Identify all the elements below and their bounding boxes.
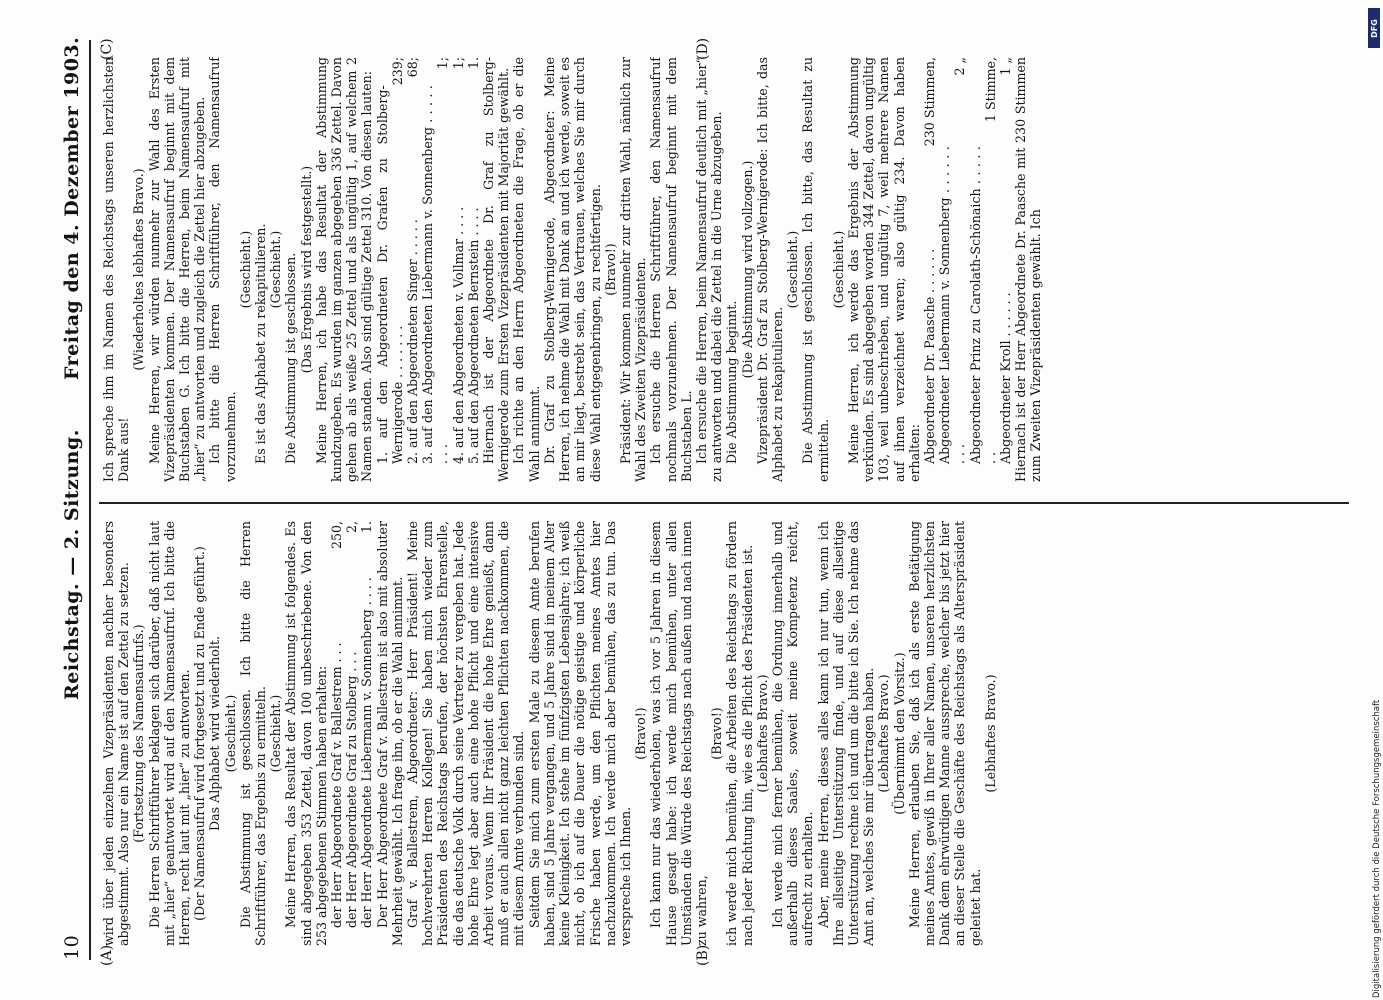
tally-row — [420, 57, 450, 482]
tally-name: 1. auf den Abgeordneten Dr. Grafen zu Stolberg-Wernigerode . . . . . . . — [374, 85, 405, 464]
paragraph: Die Abstimmung ist geschlossen. — [283, 252, 299, 464]
margin-mark-a: (A) — [99, 944, 115, 966]
tally-row — [998, 57, 1013, 482]
paragraph: Die Abstimmung beginnt. — [724, 300, 740, 464]
stage-direction: (Wiederholtes lebhaftes Bravo.) — [131, 168, 147, 371]
tally-votes: 68; — [405, 57, 421, 78]
paragraph: Ich richte an den Herrn Abgeordneten die Frage, ob er die Wahl annimmt. — [511, 57, 542, 482]
tally-row — [451, 57, 466, 482]
vote-tally-first-vice-president — [375, 57, 481, 482]
stage-direction: (Bravo!) — [709, 707, 725, 760]
left-column — [101, 521, 1341, 946]
paragraph: Der Herr Abgeordnete Graf v. Ballestrem ist also mit absoluter Mehrheit gewählt. Ich frage ihn, ob er die Wahl annimmt. — [374, 521, 405, 946]
tally-votes: 2 „ — [952, 57, 968, 76]
stage-direction: (Lebhaftes Bravo.) — [982, 674, 998, 793]
tally-name: 5. auf den Abgeordneten Bernstein . . . . — [465, 207, 481, 464]
tally-name: Abgeordneter Liebermann v. Sonnenberg . . . . . . . . . — [937, 146, 968, 464]
stage-direction: (Lebhaftes Bravo.) — [876, 674, 892, 793]
tally-name: Abgeordneter Prinz zu Carolath-Schönaich . . . . . . . — [967, 146, 998, 464]
speech-paragraph: Ich ersuche die Herren, beim Namensaufruf deutlich mit „hier“ zu antworten und dabei die Zettel in die Urne abzugeben. — [693, 57, 725, 482]
tally-row — [405, 57, 420, 482]
running-header-right: Freitag den 4. Dezember 1903. — [61, 36, 83, 380]
margin-mark-c: (C) — [99, 38, 115, 60]
stage-direction: (Geschieht.) — [830, 230, 846, 309]
paragraph: Hiernach ist der Herr Abgeordnete Dr. Paasche mit 230 Stimmen zum Zweiten Vizepräsidenten gewählt. Ich — [1013, 57, 1044, 482]
stage-direction: (Geschieht.) — [222, 694, 238, 773]
paragraph: Ich spreche ihm im Namen des Reichstags unseren herzlichsten Dank aus! — [101, 57, 132, 482]
tally-row — [329, 521, 344, 946]
paragraph: Die Herren Schriftführer beklagen sich darüber, daß nicht laut mit „hier“ geantwortet wird auf den Namensaufruf. Ich bitte die Herren, recht laut mit „hier“ zu antworten. — [146, 521, 193, 946]
speech-paragraph: Seitdem Sie mich zum ersten Male zu diesem Amte berufen haben, sind 5 Jahre vergangen, und 5 Jahre sind in meinem Alter keine Kleinigkeit. Ich stehe im fünfzigsten Lebensjahre; ich weiß nicht, ob ich auf die Dauer die nötige geistige und körperliche Frische haben werde, um den Pflichten meines Amtes hier nachzukommen. Ich werde mich aber bemühen, das zu tun. Das verspreche ich Ihnen. — [526, 521, 633, 946]
tally-votes: 1 „ — [997, 57, 1013, 76]
running-header-left: Reichstag. — 2. Sitzung. — [61, 429, 83, 700]
digitization-credit: Digitalisierung gefördert durch die Deutsche Forschungsgemeinschaft — [1372, 699, 1382, 998]
tally-name: der Herr Abgeordnete Liebermann v. Sonnenberg . . . . — [359, 577, 375, 928]
stage-direction: (Bravo!) — [633, 707, 649, 760]
tally-row — [922, 57, 937, 482]
tally-row — [375, 57, 405, 482]
tally-votes: 1 Stimme, — [982, 57, 998, 123]
margin-mark-d: (D) — [695, 37, 711, 60]
tally-name: 4. auf den Abgeordneten v. Vollmar . . . . — [450, 206, 466, 464]
paragraph: Es ist das Alphabet zu rekapitulieren. — [253, 223, 269, 464]
header-rule — [89, 40, 91, 960]
tally-votes: 2, — [344, 521, 360, 534]
tally-votes: 230 Stimmen, — [921, 57, 937, 147]
tally-name: Abgeordneter Dr. Paasche . . . . . . — [921, 248, 937, 464]
stage-direction: (Das Ergebnis wird festgestellt.) — [298, 165, 314, 374]
speech-paragraph: Ich ersuche die Herren Schriftführer, den Namensaufruf nochmals vorzunehmen. Der Namensaufruf beginnt mit dem Buchstaben L. — [648, 57, 694, 482]
paragraph: Meine Herren, ich werde das Ergebnis der Abstimmung verkünden. Es sind abgegeben worden 344 Zettel, davon ungültig 103, weil unbeschrieben, und ungültig 7, weil mehrere Namen auf ihnen verzeichnet waren; also gültig 234. Davon haben erhalten: — [845, 57, 922, 482]
column-divider — [99, 502, 1349, 504]
tally-votes: 250, — [329, 521, 345, 550]
stage-direction: (Geschieht.) — [237, 230, 253, 309]
tally-row — [968, 57, 998, 482]
dfg-logo — [1368, 8, 1380, 48]
tally-row — [937, 57, 967, 482]
speech-paragraph: Dr. Graf zu Stolberg-Wernigerode, Abgeordneter: Meine Herren, ich nehme die Wahl mit Dank an und ich werde, soweit es an mir liegt, bestrebt sein, das Vertrauen, welches Sie mir durch diese Wahl entgegenbringen, zu rechtfertigen. — [541, 57, 603, 482]
rotated-page-content — [55, 36, 1355, 966]
stage-direction: (Übernimmt den Vorsitz.) — [891, 652, 907, 815]
paragraph: Meine Herren, wir würden nunmehr zur Wahl des Ersten Vizepräsidenten kommen. Der Namensaufruf beginnt mit dem Buchstaben G. Ich bitte die Herren, beim Namensaufruf mit „hier“ zu antworten und zugleich die Zettel hier abzugeben. — [146, 57, 208, 482]
margin-mark-b: (B) — [695, 944, 711, 966]
page-number: 10 — [61, 934, 83, 960]
speech-paragraph: Präsident: Wir kommen nunmehr zur dritten Wahl, nämlich zur Wahl des Zweiten Vizepräsidenten. — [617, 57, 649, 482]
paragraph: Meine Herren, ich habe das Resultat der Abstimmung kundzugeben. Es wurden im ganzen abgegeben 336 Zettel. Davon gehen ab als weiße 25 Zettel und als ungültig 1, auf welchem 2 Namen standen. Also sind gültige Zettel 310. Von diesen lauten: — [313, 57, 375, 482]
tally-name: der Herr Abgeordnete Graf zu Stolberg . . . — [344, 651, 360, 928]
speech-paragraph: Graf v. Ballestrem, Abgeordneter: Herr Präsident! Meine hochverehrten Herren Kollegen! Sie haben mich wieder zum Präsidenten des Reichstags berufen, der höchsten Ehrenstelle, die das deutsche Volk durch seine Vertreter zu vergeben hat. Jede hohe Ehre legt aber auch eine hohe Pflicht und eine intensive Arbeit voraus. Wenn Ihr Präsident die hohe Ehre genießt, dann muß er auch allen nicht ganz leichten Pflichten nachkommen, die mit diesem Amte verbunden sind. — [405, 521, 527, 946]
tally-votes: 1. — [465, 57, 481, 70]
stage-direction: (Geschieht.) — [268, 230, 284, 309]
vote-tally-president — [329, 521, 375, 946]
tally-row — [359, 521, 374, 946]
tally-row — [466, 57, 481, 482]
stage-direction: (Fortsetzung des Namensaufrufs.) — [131, 624, 147, 843]
stage-direction: (Bravo!) — [602, 243, 618, 296]
speech-paragraph: Aber, meine Herren, dieses alles kann ich nur tun, wenn ich Ihre allseitige Unterstützung finde, und auf diese allseitige Unterstützung rechne ich und um die bitte ich Sie. Ich nehme das Amt an, welches Sie mir übertragen haben. — [815, 521, 877, 946]
tally-votes: 1. — [359, 521, 375, 534]
paragraph: Das Alphabet wird wiederholt. — [207, 636, 223, 831]
tally-name: der Herr Abgeordnete Graf v. Ballestrem . . . — [329, 642, 345, 928]
paragraph: Meine Herren, das Resultat der Abstimmung ist folgendes. Es sind abgegeben 353 Zettel, davon 100 unbeschriebene. Von den 253 abgegebenen Stimmen haben erhalten: — [283, 521, 329, 946]
tally-name: 3. auf den Abgeordneten Liebermann v. Sonnenberg . . . . . . . . — [420, 85, 451, 464]
dfg-logo-text: DFG — [1369, 18, 1379, 38]
speech-paragraph: Ich kann nur das wiederholen, was ich vor 5 Jahren in diesem Hause gesagt habe: ich werde mich bemühen, unter allen Umständen die Würde des Reichstags nach außen und nach innen zu wahren, — [648, 521, 709, 946]
tally-votes: 1; — [435, 57, 451, 70]
tally-name: 2. auf den Abgeordneten Singer . . . . . — [405, 219, 421, 464]
tally-row — [344, 521, 359, 946]
stage-direction: (Der Namensaufruf wird fortgesetzt und zu Ende geführt.) — [192, 546, 208, 921]
tally-name: Abgeordneter Kroll . . . . . . — [997, 292, 1013, 464]
stage-direction: (Die Abstimmung wird vollzogen.) — [739, 160, 755, 379]
paragraph: Die Abstimmung ist geschlossen. Ich bitte, das Resultat zu ermitteln. — [800, 57, 831, 482]
speech-paragraph: ich werde mich bemühen, die Arbeiten des Reichstags zu fördern nach jeder Richtung hin, wie es die Pflicht des Präsidenten ist. — [724, 521, 755, 946]
stage-direction: (Lebhaftes Bravo.) — [754, 674, 770, 793]
vote-tally-second-vice-president — [922, 57, 1013, 482]
right-column — [101, 57, 1341, 482]
speech-paragraph: Vizepräsident Dr. Graf zu Stolberg-Wernigerode: Ich bitte, das Alphabet zu rekapitulieren. — [754, 57, 785, 482]
tally-votes: 239; — [389, 57, 405, 86]
paragraph: wird über jeden einzelnen Vizepräsidenten nachher besonders abgestimmt. Also nur ein Name ist auf den Zettel zu setzen. — [101, 521, 132, 946]
paragraph: Ich bitte die Herren Schriftführer, den Namensaufruf vorzunehmen. — [207, 57, 238, 482]
paragraph: Die Abstimmung ist geschlossen. Ich bitte die Herren Schriftführer, das Ergebnis zu ermitteln. — [237, 521, 269, 946]
stage-direction: (Geschieht.) — [785, 230, 801, 309]
stage-direction: (Geschieht.) — [268, 694, 284, 773]
tally-votes: 1; — [450, 57, 466, 70]
paragraph: Hiernach ist der Abgeordnete Dr. Graf zu Stolberg-Wernigerode zum Ersten Vizepräsidenten mit Majorität gewählt. — [481, 57, 512, 482]
speech-paragraph: Meine Herren, erlauben Sie, daß ich als erste Betätigung meines Amtes, gewiß in Ihrer aller Namen, unseren herzlichsten Dank dem ehrwürdigen Manne ausspreche, welcher bis jetzt hier an dieser Stelle die Geschäfte des Reichstags als Alterspräsident geleitet hat. — [906, 521, 983, 946]
speech-paragraph: Ich werde mich ferner bemühen, die Ordnung innerhalb und außerhalb dieses Saales, soweit meine Kompetenz reicht, aufrecht zu erhalten. — [769, 521, 816, 946]
